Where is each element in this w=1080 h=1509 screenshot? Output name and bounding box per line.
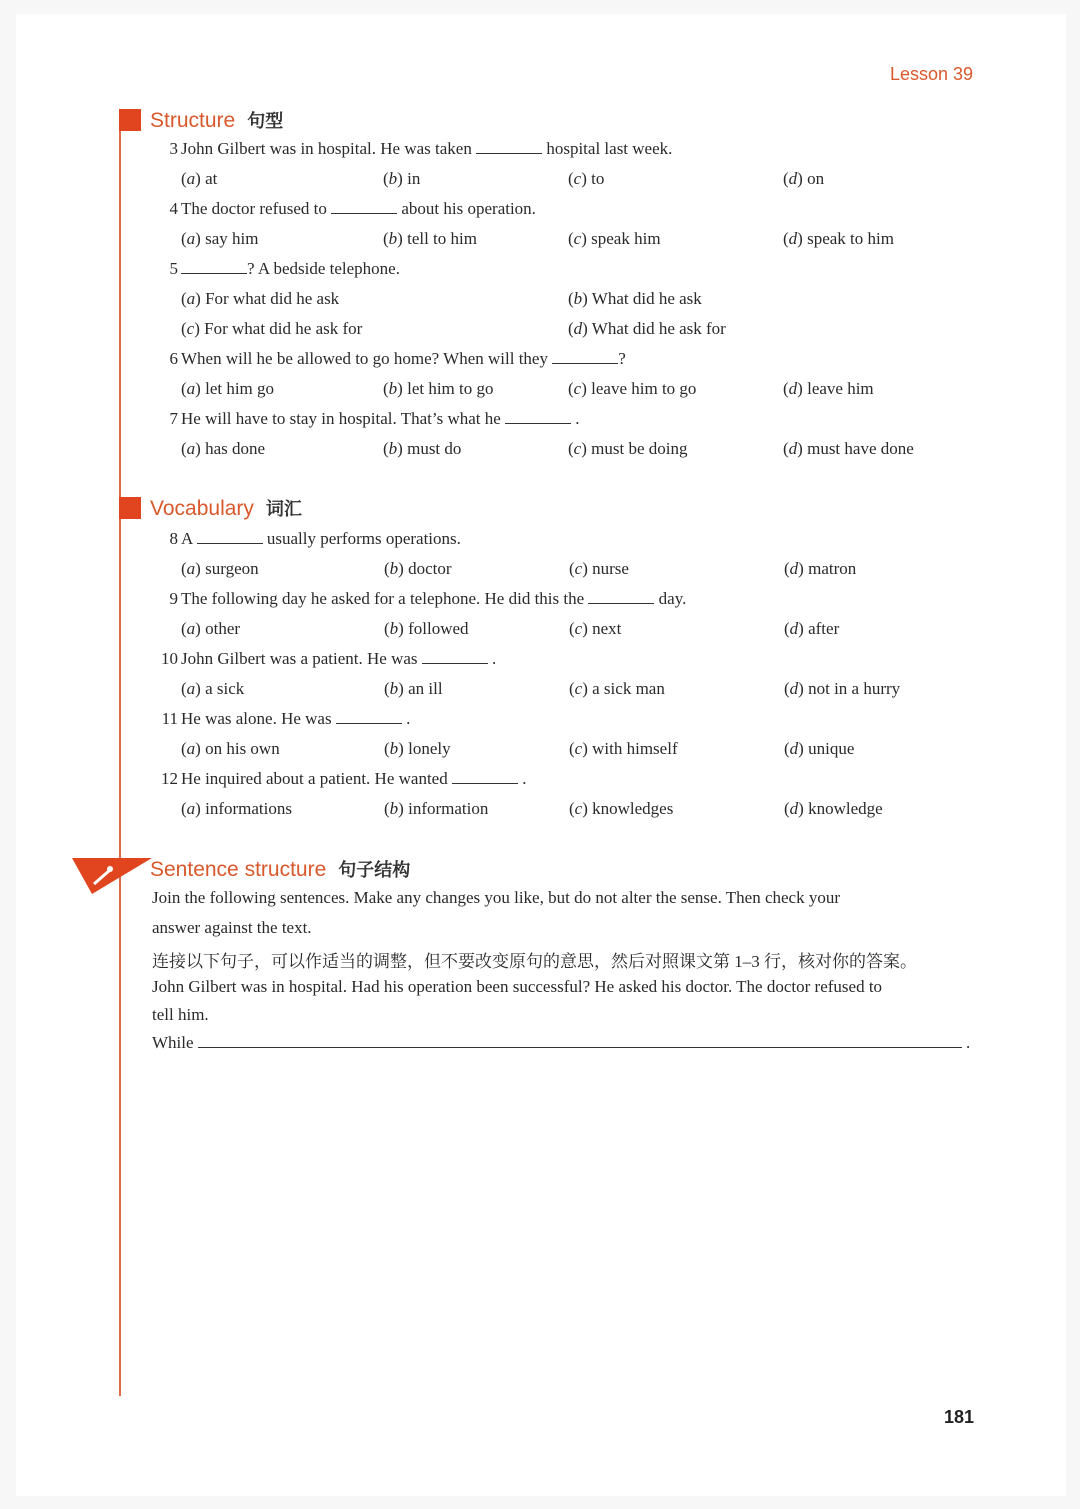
- option[interactable]: (b) an ill: [384, 679, 443, 698]
- option[interactable]: (c) nurse: [569, 559, 629, 578]
- answer-blank[interactable]: [552, 349, 618, 364]
- option[interactable]: (d) must have done: [783, 439, 914, 458]
- section-title-text: Vocabulary: [150, 497, 254, 520]
- answer-blank[interactable]: [197, 529, 263, 544]
- exercise-text: tell him.: [152, 1005, 209, 1024]
- answer-blank[interactable]: [331, 199, 397, 214]
- option[interactable]: (d) speak to him: [783, 229, 894, 248]
- question-text: A usually performs operations.: [181, 529, 461, 548]
- margin-rule: [119, 120, 121, 1396]
- option[interactable]: (a) say him: [181, 229, 259, 248]
- question-number: 3: [169, 139, 178, 158]
- instruction-line: Join the following sentences. Make any changes you like, but do not alter the sense. Then check your: [152, 888, 841, 907]
- answer-blank[interactable]: [336, 709, 402, 724]
- option[interactable]: (d) leave him: [783, 379, 874, 398]
- question-number: 7: [169, 409, 178, 428]
- question-number: 12: [161, 769, 178, 788]
- option[interactable]: (b) doctor: [384, 559, 452, 578]
- page-number: 181: [944, 1407, 975, 1427]
- answer-blank[interactable]: [422, 649, 488, 664]
- option[interactable]: (a) let him go: [181, 379, 275, 398]
- lesson-header: Lesson 39: [890, 64, 974, 84]
- answer-blank[interactable]: [452, 769, 518, 784]
- section-marker: [119, 109, 141, 131]
- option[interactable]: (d) after: [784, 619, 840, 638]
- section-title-sentence-structure: [150, 856, 410, 882]
- answer-blank[interactable]: [505, 409, 571, 424]
- answer-blank[interactable]: [476, 139, 542, 154]
- option[interactable]: (a) a sick: [181, 679, 245, 698]
- question-text: He was alone. He was .: [181, 709, 411, 728]
- option[interactable]: (d) not in a hurry: [784, 679, 901, 698]
- option[interactable]: (c) For what did he ask for: [181, 319, 363, 338]
- option[interactable]: (b) What did he ask: [568, 289, 702, 308]
- answer-line: [152, 1033, 970, 1053]
- question-text: He inquired about a patient. He wanted .: [181, 769, 527, 788]
- option[interactable]: (b) let him to go: [383, 379, 494, 398]
- instruction-line: answer against the text.: [152, 918, 312, 937]
- option[interactable]: (d) knowledge: [784, 799, 883, 818]
- answer-blank[interactable]: [588, 589, 654, 604]
- section-title-cn: 句子结构: [338, 860, 411, 880]
- section-title-structure: [150, 107, 283, 133]
- option[interactable]: (a) informations: [181, 799, 292, 818]
- option[interactable]: (c) knowledges: [569, 799, 674, 818]
- option[interactable]: (b) in: [383, 169, 421, 188]
- option[interactable]: (c) next: [569, 619, 622, 638]
- option[interactable]: (d) unique: [784, 739, 855, 758]
- question-text: The following day he asked for a telephone. He did this the day.: [181, 589, 687, 608]
- option[interactable]: (d) What did he ask for: [568, 319, 726, 338]
- option[interactable]: (c) must be doing: [568, 439, 688, 458]
- option[interactable]: (a) For what did he ask: [181, 289, 340, 308]
- question-text: John Gilbert was in hospital. He was taken hospital last week.: [181, 139, 673, 158]
- option[interactable]: (c) with himself: [569, 739, 678, 758]
- question-text: He will have to stay in hospital. That’s what he .: [181, 409, 580, 428]
- option[interactable]: (a) has done: [181, 439, 266, 458]
- option[interactable]: (d) on: [783, 169, 825, 188]
- question-number: 8: [169, 529, 178, 548]
- option[interactable]: (c) speak him: [568, 229, 661, 248]
- option[interactable]: (a) on his own: [181, 739, 280, 758]
- option[interactable]: (b) lonely: [384, 739, 451, 758]
- section-title-text: Sentence structure: [150, 858, 327, 881]
- option[interactable]: (b) must do: [383, 439, 462, 458]
- question-text: ? A bedside telephone.: [181, 259, 400, 279]
- section-title-cn: 句型: [247, 111, 284, 131]
- answer-end: .: [966, 1033, 971, 1052]
- option[interactable]: (d) matron: [784, 559, 857, 578]
- option[interactable]: (a) at: [181, 169, 218, 188]
- question-number: 10: [161, 649, 178, 668]
- question-number: 6: [169, 349, 178, 368]
- answer-prefix: While: [152, 1033, 194, 1052]
- section-title-text: Structure: [150, 109, 236, 132]
- question-text: The doctor refused to about his operation.: [181, 199, 536, 218]
- option[interactable]: (a) surgeon: [181, 559, 259, 578]
- question-number: 4: [169, 199, 178, 218]
- option[interactable]: (a) other: [181, 619, 241, 638]
- section-marker: [119, 497, 141, 519]
- exercise-text: John Gilbert was in hospital. Had his operation been successful? He asked his doctor. The doctor refused to: [152, 977, 883, 996]
- option[interactable]: (c) leave him to go: [568, 379, 697, 398]
- pencil-icon: [72, 856, 154, 896]
- section-title-cn: 词汇: [265, 499, 302, 519]
- option[interactable]: (b) tell to him: [383, 229, 477, 248]
- textbook-page: [16, 14, 1066, 1496]
- answer-blank[interactable]: [198, 1033, 962, 1048]
- instruction-cn: 连接以下句子，可以作适当的调整，但不要改变原句的意思，然后对照课文第 1–3 行，核对你的答案。: [152, 952, 917, 971]
- section-title-vocabulary: [150, 495, 302, 521]
- question-number: 9: [169, 589, 178, 608]
- question-text: When will he be allowed to go home? When will they ?: [181, 349, 626, 368]
- option[interactable]: (c) a sick man: [569, 679, 665, 698]
- option[interactable]: (c) to: [568, 169, 605, 188]
- question-number: 11: [161, 709, 178, 728]
- answer-blank[interactable]: [181, 259, 247, 274]
- question-number: 5: [169, 259, 178, 278]
- question-text: John Gilbert was a patient. He was .: [181, 649, 497, 668]
- option[interactable]: (b) followed: [384, 619, 469, 638]
- option[interactable]: (b) information: [384, 799, 489, 818]
